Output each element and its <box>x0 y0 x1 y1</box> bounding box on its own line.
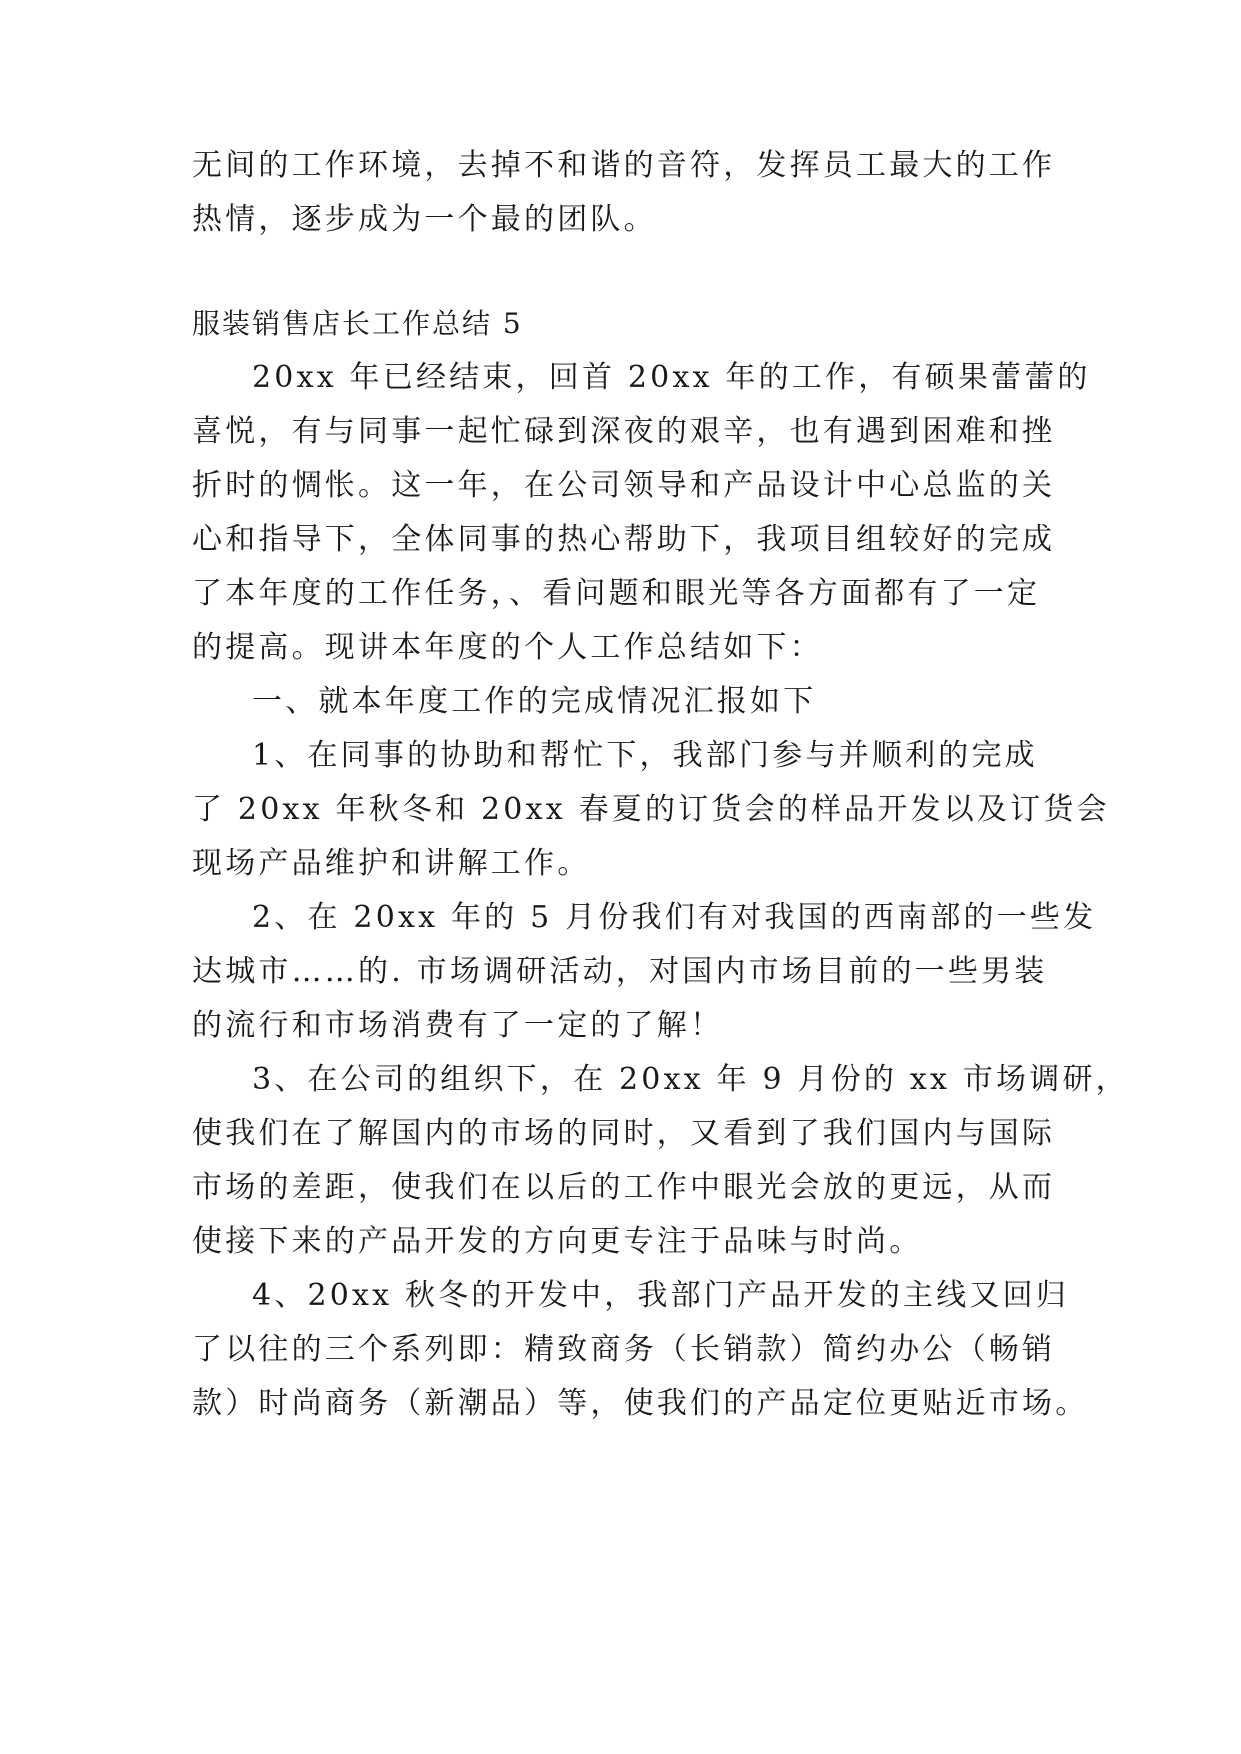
item2-line-3: 的流行和市场消费有了一定的了解！ <box>192 1008 724 1043</box>
item3-line-2: 使我们在了解国内的市场的同时，又看到了我们国内与国际 <box>192 1116 1056 1151</box>
item4-line-2: 了以往的三个系列即：精致商务（长销款）简约办公（畅销 <box>192 1332 1056 1367</box>
continuation-line-1: 无间的工作环境，去掉不和谐的音符，发挥员工最大的工作 <box>192 148 1056 183</box>
item2-line-1: 2、在 20xx 年的 5 月份我们有对我国的西南部的一些发 <box>252 900 1097 935</box>
item3-line-1: 3、在公司的组织下，在 20xx 年 9 月份的 xx 市场调研， <box>252 1062 1129 1097</box>
item4-line-3: 款）时尚商务（新潮品）等，使我们的产品定位更贴近市场。 <box>192 1386 1089 1421</box>
intro-line-1: 20xx 年已经结束，回首 20xx 年的工作，有硕果蕾蕾的 <box>252 360 1091 395</box>
item3-line-3: 市场的差距，使我们在以后的工作中眼光会放的更远，从而 <box>192 1170 1056 1205</box>
section-title: 服装销售店长工作总结 5 <box>192 307 523 340</box>
intro-line-3: 折时的惆怅。这一年，在公司领导和产品设计中心总监的关 <box>192 468 1056 503</box>
intro-line-4: 心和指导下，全体同事的热心帮助下，我项目组较好的完成 <box>192 522 1056 557</box>
item3-line-4: 使接下来的产品开发的方向更专注于品味与时尚。 <box>192 1224 923 1259</box>
item1-line-3: 现场产品维护和讲解工作。 <box>192 846 591 881</box>
subheading: 一、就本年度工作的完成情况汇报如下 <box>252 684 817 719</box>
intro-line-5: 了本年度的工作任务，、看问题和眼光等各方面都有了一定 <box>192 576 1041 611</box>
item1-line-1: 1、在同事的协助和帮忙下，我部门参与并顺利的完成 <box>252 738 1038 773</box>
intro-line-6: 的提高。现讲本年度的个人工作总结如下： <box>192 630 823 665</box>
intro-line-2: 喜悦，有与同事一起忙碌到深夜的艰辛，也有遇到困难和挫 <box>192 414 1056 449</box>
item2-line-2: 达城市……的. 市场调研活动，对国内市场目前的一些男装 <box>192 954 1048 989</box>
continuation-line-2: 热情，逐步成为一个最的团队。 <box>192 202 657 237</box>
item4-line-1: 4、20xx 秋冬的开发中，我部门产品开发的主线又回归 <box>252 1278 1070 1313</box>
item1-line-2: 了 20xx 年秋冬和 20xx 春夏的订货会的样品开发以及订货会 <box>192 792 1110 827</box>
